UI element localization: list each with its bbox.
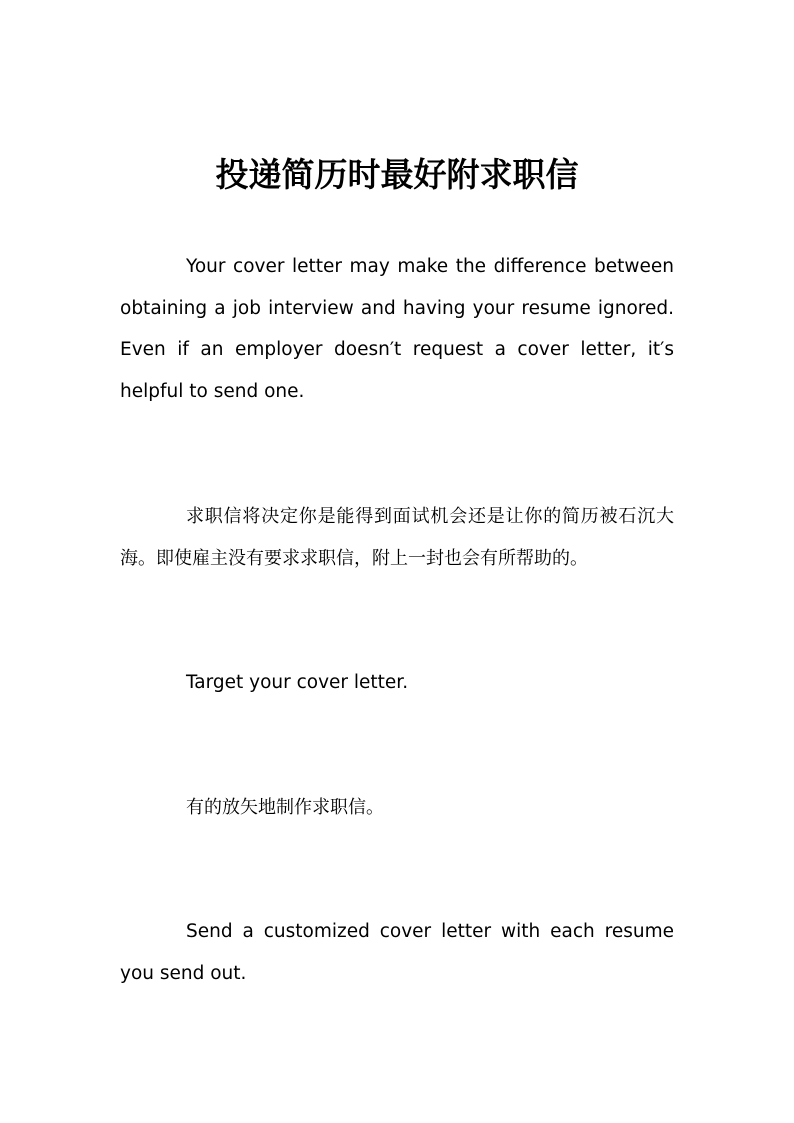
document-title: 投递简历时最好附求职信 [215,155,579,195]
paragraph-english-advice: Send a customized cover letter with each resume you send out. [120,921,674,984]
paragraph-chinese-intro: 求职信将决定你是能得到面试机会还是让你的简历被石沉大海。即使雇主没有要求求职信，附上一封也会有所帮助的。 [120,506,674,569]
paragraph-english-tip: Target your cover letter. [186,672,409,693]
paragraph-chinese-tip: 有的放矢地制作求职信。 [186,797,384,818]
paragraph-english-intro: Your cover letter may make the difference between obtaining a job interview and having your resume ignored. Even if an employer doesn′t request a cover letter, it′s helpful to send one. [120,256,674,403]
